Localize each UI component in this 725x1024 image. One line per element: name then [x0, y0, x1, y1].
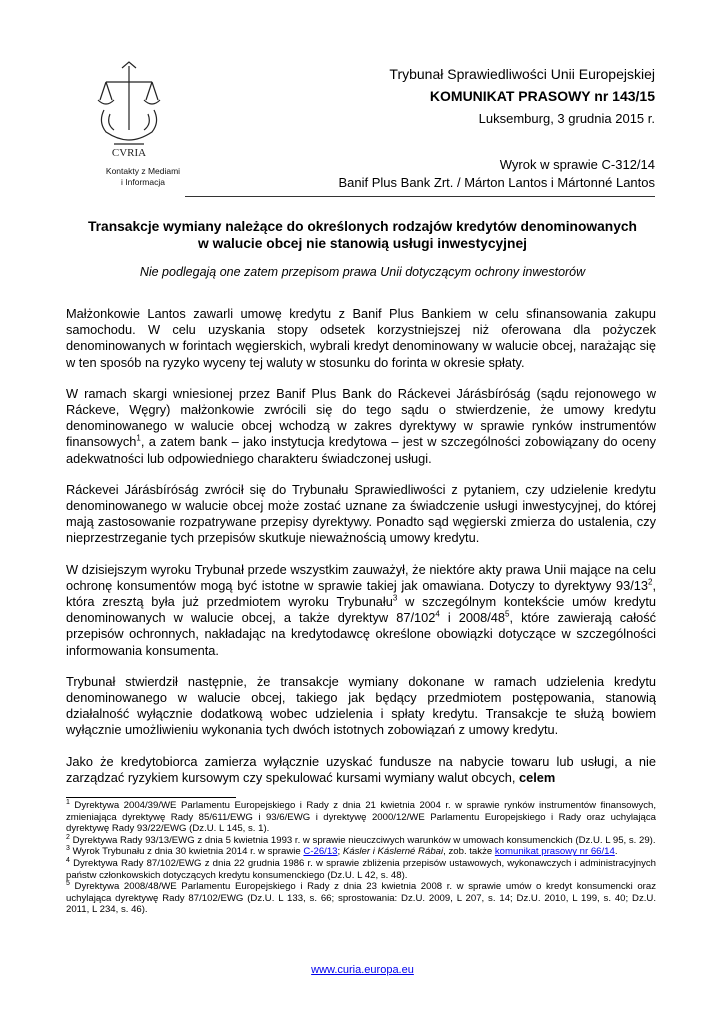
- paragraph-4-part-d: i 2008/48: [439, 610, 506, 626]
- footnote-ref-5: 5: [505, 609, 510, 619]
- footnote-3: [66, 846, 656, 858]
- title-line-1: Transakcje wymiany należące do określonych rodzajów kredytów denominowanych: [88, 219, 637, 234]
- footnote-1: [66, 800, 656, 835]
- footnote-3-case-name: Kásler i Káslerné Rábai: [342, 846, 444, 858]
- paragraph-1: Małżonkowie Lantos zawarli umowę kredytu z Banif Plus Bankiem w celu sfinansowania zakupu samochodu. W celu uzyskania stopy odsetek korzystniejszej niż oferowana dla pożyczek denominowanych w forintach węgierskich, wybrali kredyt denominowany w walucie obcej, narażając się w ten sposób na ryzyko wyceny tej waluty w stosunku do forinta w okresie spłaty.: [66, 306, 656, 370]
- footnote-5: [66, 881, 656, 916]
- footnote-3-number: 3: [66, 845, 70, 853]
- paragraph-5: Trybunał stwierdził następnie, że transakcje wymiany dokonane w ramach udzielenia kredytu denominowanego w walucie obcej, takiego jak będący przedmiotem postępowania, stanowią działalność wyłącznie dodatkową wobec udzielenia i spłaty kredytu. Transakcje te służą bowiem wyłącznie umożliwieniu wykonania tych dwóch istotnych zobowiązań z umowy kredytu.: [66, 673, 656, 738]
- footnote-2-text: Dyrektywa Rady 93/13/EWG z dnia 5 kwietnia 1993 r. w sprawie nieuczciwych warunków w umowach konsumenckich (Dz.U. L 95, s. 29).: [69, 834, 656, 846]
- footnote-4: [66, 858, 656, 881]
- case-parties: Banif Plus Bank Zrt. / Márton Lantos i Mártonné Lantos: [338, 175, 655, 190]
- paragraph-4-part-a: W dzisiejszym wyroku Trybunał przede wszystkim zauważył, że niektóre akty prawa Unii mające na celu ochronę konsumentów mogą być istotne w sprawie takiej jak omawiana. Dotyczy to dyrektywy 93/13: [66, 561, 656, 593]
- case-link[interactable]: C-26/13: [303, 846, 338, 858]
- body-text: [66, 306, 656, 801]
- footnote-2-number: 2: [66, 833, 70, 841]
- paragraph-3: Ráckevei Járásbíróság zwrócił się do Trybunału Sprawiedliwości z pytaniem, czy udzielenie kredytu denominowanego w walucie obcej może zostać uznane za świadczenie usługi inwestycyjnej, do której mają zastosowanie rozpatrywane przepisy dyrektywy. Ponadto sąd węgierski zmierza do ustalenia, czy nieprzestrzeganie tych przepisów skutkuje nieważnością umowy kredytu.: [66, 481, 656, 546]
- footer: [0, 964, 725, 976]
- footnote-3-text-b: ;: [337, 846, 343, 858]
- footnote-3-text-d: .: [614, 846, 618, 858]
- footnotes: [66, 800, 656, 916]
- communique-date: Luksemburg, 3 grudnia 2015 r.: [478, 111, 655, 126]
- paragraph-2-part-a: W ramach skargi wniesionej przez Banif Plus Bank do Ráckevei Járásbíróság (sądu rejonowego w Ráckeve, Węgry) małżonkowie zwrócili się do tego sądu o stwierdzenie, że umowy kredytu denominowanego w walucie obcej wchodzą w zakres dyrektywy w sprawie rynków instrumentów finansowych: [66, 385, 656, 450]
- header-divider: [185, 196, 655, 197]
- paragraph-4: [66, 562, 656, 659]
- footnote-divider: [66, 797, 236, 798]
- footnote-5-text: Dyrektywa 2008/48/WE Parlamentu Europejskiego i Rady z dnia 23 kwietnia 2008 r. w sprawie umów o kredyt konsumencki oraz uchylająca dyrektywę Rady 87/102/EWG (Dz.U. L 133, s. 66; sprostowania: Dz.U. 2009, L 207, s. 14; Dz.U. 2010, L 199, s. 40; Dz.U. 2011, L 234, s. 46).: [66, 881, 656, 916]
- court-name: Trybunał Sprawiedliwości Unii Europejskiej: [389, 66, 655, 82]
- contact-line-1: Kontakty z Mediami: [105, 166, 181, 176]
- title-line-2: w walucie obcej nie stanowią usługi inwestycyjnej: [198, 236, 527, 251]
- subtitle: Nie podlegają one zatem przepisom prawa Unii dotyczącym ochrony inwestorów: [139, 265, 586, 279]
- footnote-3-text-c: , zob. także: [443, 846, 495, 858]
- footnote-ref-3: 3: [392, 593, 398, 603]
- footnote-4-text: Dyrektywa Rady 87/102/EWG z dnia 22 grudnia 1986 r. w sprawie zbliżenia przepisów ustawowych, wykonawczych i administracyjnych państw członkowskich dotyczących kredytu konsumenckiego (Dz.U. L 42, s. 48).: [66, 857, 656, 881]
- footnote-4-number: 4: [66, 856, 70, 864]
- page-title: [66, 218, 659, 252]
- footnote-2: [66, 835, 656, 847]
- website-link[interactable]: www.curia.europa.eu: [311, 964, 414, 976]
- paragraph-6: [66, 754, 656, 786]
- footnote-1-text: Dyrektywa 2004/39/WE Parlamentu Europejskiego i Rady z dnia 21 kwietnia 2004 r. w sprawie rynków instrumentów finansowych, zmieniająca dyrektywę Rady 85/611/EWG i 93/6/EWG i dyrektywę 2000/12/WE Parlamentu Europejskiego i Rady oraz uchylająca dyrektywę Rady 93/22/EWG (Dz.U. L 145, s. 1).: [66, 800, 656, 835]
- footnote-5-number: 5: [66, 879, 70, 887]
- footnote-1-number: 1: [66, 798, 70, 806]
- communique-number: KOMUNIKAT PRASOWY nr 143/15: [429, 88, 655, 104]
- footnote-3-text-a: Wyrok Trybunału z dnia 30 kwietnia 2014 r. w sprawie: [69, 846, 304, 858]
- curia-logo: [84, 60, 174, 160]
- case-number: Wyrok w sprawie C-312/14: [499, 157, 655, 172]
- press-release-link[interactable]: komunikat prasowy nr 66/14: [494, 846, 615, 858]
- footnote-ref-4: 4: [435, 609, 440, 619]
- paragraph-4-part-e: , które zawierają całość przepisów ochronnych, nakładając na kredytodawcę określone obowiązki dotyczące w szczególności informowania konsumenta.: [66, 610, 656, 658]
- footnote-ref-2: 2: [647, 577, 653, 587]
- paragraph-4-part-c: w szczególnym kontekście umów kredytu denominowanych w walucie obcej, a także dyrektyw 87/102: [66, 594, 656, 626]
- contact-block: [98, 166, 188, 188]
- paragraph-6-part-a: Jako że kredytobiorca zamierza wyłącznie uzyskać fundusze na nabycie towaru lub usługi, a nie zarządzać ryzykiem kursowym czy spekulować kursami wymiany walut obcych,: [66, 753, 656, 785]
- paragraph-2-part-b: , a zatem bank – jako instytucja kredytowa – jest w szczególności zobowiązany do oceny adekwatności lub odpowiedniego charakteru świadczonej usługi.: [66, 434, 656, 466]
- paragraph-4-part-b: , która zresztą była już przedmiotem wyroku Trybunału: [66, 577, 656, 610]
- paragraph-6-bold: celem: [519, 769, 556, 785]
- logo-text: CVRIA: [111, 147, 147, 159]
- contact-line-2: i Informacja: [121, 177, 165, 187]
- footnote-ref-1: 1: [136, 434, 141, 444]
- paragraph-2: [66, 386, 656, 467]
